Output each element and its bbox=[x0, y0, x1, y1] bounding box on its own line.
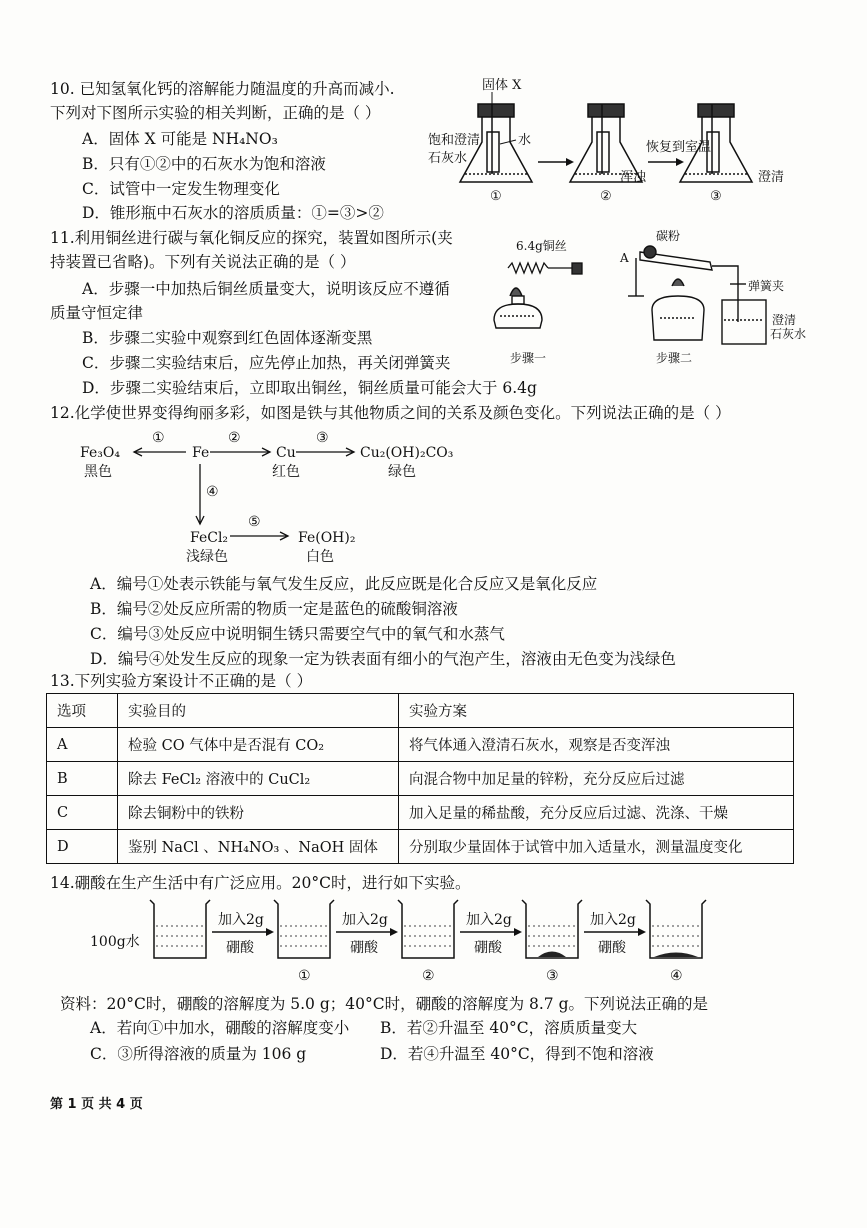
flask-number-1: ① bbox=[490, 189, 502, 204]
arrowhead-3 bbox=[514, 928, 522, 936]
arrow-4-number: ④ bbox=[206, 484, 219, 500]
clear-label: 澄清 bbox=[758, 170, 785, 185]
copper-wire-label: 6.4g铜丝 bbox=[516, 239, 567, 253]
q14-info: 资料：20°C时，硼酸的溶解度为 5.0 g；40°C时，硼酸的溶解度为 8.7 g。下列说法正确的是 bbox=[60, 995, 709, 1013]
water-label: 100g水 bbox=[90, 934, 140, 950]
cu-color: 红色 bbox=[272, 464, 300, 480]
header-plan: 实验方案 bbox=[399, 694, 794, 728]
copper-wire-coil bbox=[508, 263, 582, 274]
header-purpose: 实验目的 bbox=[118, 694, 399, 728]
add-label-1: 加入2g bbox=[218, 912, 264, 928]
limewater-label-1: 饱和澄清 bbox=[428, 133, 481, 148]
flask-number-2: ② bbox=[600, 189, 612, 204]
acid-label-4: 硼酸 bbox=[598, 940, 626, 956]
beaker-3 bbox=[522, 900, 582, 958]
table-row bbox=[47, 830, 794, 864]
turbid-label: 浑浊 bbox=[620, 170, 647, 185]
limewater-label-2: 石灰水 bbox=[428, 151, 468, 166]
beaker-number-4: ④ bbox=[670, 968, 683, 984]
arrowhead-2 bbox=[676, 158, 684, 166]
tube-a-label: A bbox=[620, 251, 629, 265]
step2-label: 步骤二 bbox=[656, 351, 693, 365]
q14-figure bbox=[88, 896, 708, 988]
spring-clip-label: 弹簧夹 bbox=[748, 279, 785, 293]
q11-stem-line2: 持装置已省略)。下列有关说法正确的是（ ） bbox=[50, 253, 356, 271]
q14-option-d: D．若④升温至 40°C，得到不饱和溶液 bbox=[380, 1045, 654, 1063]
q10-option-d: D．锥形瓶中石灰水的溶质质量：①=③>② bbox=[82, 204, 384, 222]
fe3o4-label: Fe₃O₄ bbox=[80, 445, 120, 461]
q12-diagram bbox=[80, 428, 480, 578]
q11-option-a-line2: 质量守恒定律 bbox=[50, 304, 144, 322]
beaker-number-3: ③ bbox=[546, 968, 559, 984]
q14-option-b: B．若②升温至 40°C，溶质质量变大 bbox=[380, 1019, 638, 1037]
page-footer: 第 1 页 共 4 页 bbox=[50, 1097, 143, 1112]
row-c-plan: 加入足量的稀盐酸，充分反应后过滤、洗涤、干燥 bbox=[399, 796, 794, 830]
q11-figure bbox=[480, 228, 810, 368]
cu-label: Cu bbox=[276, 445, 296, 461]
beaker-4 bbox=[646, 900, 706, 958]
beaker-1 bbox=[274, 900, 334, 958]
row-b-plan: 向混合物中加足量的锌粉，充分反应后过滤 bbox=[399, 762, 794, 796]
cu2oh2co3-label: Cu₂(OH)₂CO₃ bbox=[360, 445, 454, 461]
carbon-powder-label: 碳粉 bbox=[656, 229, 681, 243]
acid-label-2: 硼酸 bbox=[350, 940, 378, 956]
clear-lime-label-1: 澄清 bbox=[772, 313, 797, 327]
restore-label: 恢复到室温 bbox=[646, 140, 712, 155]
row-a-option: A bbox=[47, 728, 118, 762]
water-label: 水 bbox=[518, 133, 532, 148]
q12-option-b: B．编号②处反应所需的物质一定是蓝色的硫酸铜溶液 bbox=[90, 600, 458, 618]
arrow-2-number: ② bbox=[228, 430, 241, 446]
table-row bbox=[47, 762, 794, 796]
feoh2-label: Fe(OH)₂ bbox=[298, 530, 356, 546]
q10-option-a: A．固体 X 可能是 NH₄NO₃ bbox=[82, 130, 278, 148]
q11-stem-line1: 11.利用铜丝进行碳与氧化铜反应的探究，装置如图所示(夹 bbox=[50, 229, 453, 247]
beaker-number-2: ② bbox=[422, 968, 435, 984]
solid-x-label: 固体 X bbox=[482, 78, 522, 93]
q11-option-c: C．步骤二实验结束后，应先停止加热，再关闭弹簧夹 bbox=[82, 354, 451, 372]
feoh2-color: 白色 bbox=[306, 549, 334, 565]
row-c-purpose: 除去铜粉中的铁粉 bbox=[118, 796, 399, 830]
row-b-purpose: 除去 FeCl₂ 溶液中的 CuCl₂ bbox=[118, 762, 399, 796]
header-option: 选项 bbox=[47, 694, 118, 728]
q10-option-b: B．只有①②中的石灰水为饱和溶液 bbox=[82, 155, 326, 173]
table-header-row bbox=[47, 694, 794, 728]
q12-stem: 12.化学使世界变得绚丽多彩，如图是铁与其他物质之间的关系及颜色变化。下列说法正确的是（ ） bbox=[50, 404, 731, 422]
acid-label-1: 硼酸 bbox=[226, 940, 254, 956]
q14-stem: 14.硼酸在生产生活中有广泛应用。20°C时，进行如下实验。 bbox=[50, 874, 471, 892]
q10-figure bbox=[420, 74, 820, 204]
beaker-number-1: ① bbox=[298, 968, 311, 984]
fe3o4-color: 黑色 bbox=[84, 464, 112, 480]
arrow-5-number: ⑤ bbox=[248, 514, 261, 530]
q12-option-d: D．编号④处发生反应的现象一定为铁表面有细小的气泡产生，溶液由无色变为浅绿色 bbox=[90, 650, 676, 668]
precipitate-3 bbox=[538, 952, 566, 958]
precipitate-4 bbox=[654, 953, 698, 958]
q10-stem-line1: 10. 已知氢氧化钙的溶解能力随温度的升高而减小. bbox=[50, 80, 395, 98]
q14-option-c: C．③所得溶液的质量为 106 g bbox=[90, 1045, 307, 1063]
cu2oh2co3-color: 绿色 bbox=[388, 464, 416, 480]
q12-option-c: C．编号③处反应中说明铜生锈只需要空气中的氧气和水蒸气 bbox=[90, 625, 505, 643]
alcohol-lamp bbox=[494, 288, 542, 328]
test-tube-setup bbox=[628, 246, 766, 344]
arrow-1-number: ① bbox=[152, 430, 165, 446]
beaker-2 bbox=[398, 900, 458, 958]
q11-option-d: D．步骤二实验结束后，立即取出铜丝，铜丝质量可能会大于 6.4g bbox=[82, 379, 537, 397]
row-a-purpose: 检验 CO 气体中是否混有 CO₂ bbox=[118, 728, 399, 762]
arrow-3-number: ③ bbox=[316, 430, 329, 446]
q10-stem-line2: 下列对下图所示实验的相关判断，正确的是（ ） bbox=[50, 104, 381, 122]
add-label-2: 加入2g bbox=[342, 912, 388, 928]
q10-option-c: C．试管中一定发生物理变化 bbox=[82, 180, 280, 198]
arrowhead-1 bbox=[566, 158, 574, 166]
row-d-option: D bbox=[47, 830, 118, 864]
leader-line-water bbox=[500, 140, 516, 144]
q11-option-a-line1: A．步骤一中加热后铜丝质量变大，说明该反应不遵循 bbox=[82, 280, 450, 298]
q13-table bbox=[46, 693, 794, 864]
step1-label: 步骤一 bbox=[510, 351, 547, 365]
arrowhead-4 bbox=[638, 928, 646, 936]
row-d-plan: 分别取少量固体于试管中加入适量水，测量温度变化 bbox=[399, 830, 794, 864]
fecl2-color: 浅绿色 bbox=[186, 549, 228, 565]
row-d-purpose: 鉴别 NaCl 、NH₄NO₃ 、NaOH 固体 bbox=[118, 830, 399, 864]
q13-stem: 13.下列实验方案设计不正确的是（ ） bbox=[50, 672, 313, 690]
beaker-0 bbox=[150, 900, 210, 958]
q12-option-a: A．编号①处表示铁能与氧气发生反应，此反应既是化合反应又是氧化反应 bbox=[90, 575, 598, 593]
clear-lime-label-2: 石灰水 bbox=[770, 327, 807, 341]
fe-label: Fe bbox=[192, 445, 210, 461]
flask-number-3: ③ bbox=[710, 189, 722, 204]
arrowhead-1 bbox=[266, 928, 274, 936]
table-row bbox=[47, 728, 794, 762]
fecl2-label: FeCl₂ bbox=[190, 530, 229, 546]
row-b-option: B bbox=[47, 762, 118, 796]
add-label-3: 加入2g bbox=[466, 912, 512, 928]
row-c-option: C bbox=[47, 796, 118, 830]
add-label-4: 加入2g bbox=[590, 912, 636, 928]
arrowhead-2 bbox=[390, 928, 398, 936]
q11-option-b: B．步骤二实验中观察到红色固体逐渐变黑 bbox=[82, 329, 373, 347]
row-a-plan: 将气体通入澄清石灰水，观察是否变浑浊 bbox=[399, 728, 794, 762]
acid-label-3: 硼酸 bbox=[474, 940, 502, 956]
q14-option-a: A．若向①中加水，硼酸的溶解度变小 bbox=[90, 1019, 350, 1037]
table-row bbox=[47, 796, 794, 830]
